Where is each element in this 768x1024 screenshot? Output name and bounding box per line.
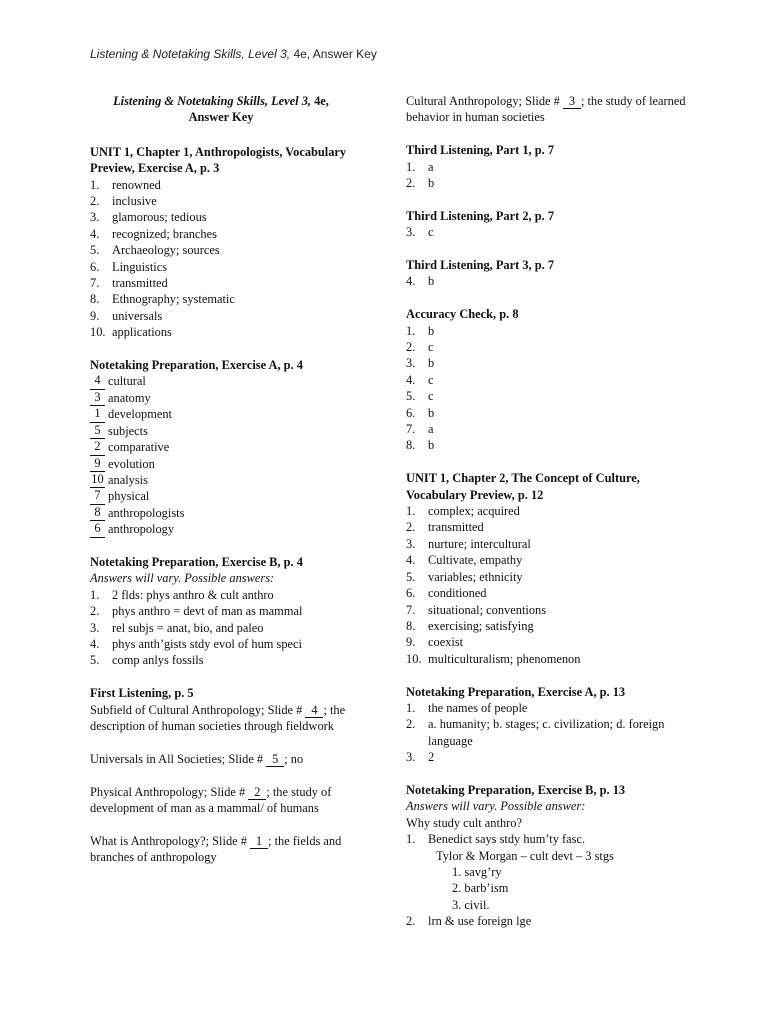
outline-subpoint: Tylor & Morgan – cult devt – 3 stgs: [436, 848, 614, 863]
item-text: applications: [112, 325, 172, 340]
item-number: 9.: [90, 308, 100, 323]
slide-entry-text: Subfield of Cultural Anthropology; Slide #: [90, 702, 306, 717]
slide-number-blank: 5: [266, 752, 284, 767]
list-item: [90, 439, 352, 455]
list-item: [406, 519, 696, 535]
item-text: a: [428, 159, 434, 174]
item-number: 1.: [406, 323, 416, 338]
item-number: 2.: [406, 520, 416, 535]
list-item: [406, 700, 696, 716]
item-text: physical: [108, 489, 150, 504]
list-item: [406, 831, 696, 847]
item-text: comparative: [108, 440, 170, 455]
list-item: [90, 291, 352, 307]
slide-number-blank: 3: [563, 94, 581, 109]
list-item: [406, 437, 696, 453]
item-number: 2.: [406, 176, 416, 191]
list-item: [406, 388, 696, 404]
slide-entry: [90, 751, 352, 767]
item-text: Benedict says stdy hum’ty fasc.: [428, 832, 586, 847]
item-text: anatomy: [108, 390, 151, 405]
outline-stage: 1. savg’ry: [452, 864, 502, 879]
item-number: 3.: [406, 750, 416, 765]
item-text: b: [428, 274, 435, 289]
item-number: 5.: [406, 389, 416, 404]
third-listening-part-2: [406, 208, 696, 241]
item-number: 1.: [90, 587, 100, 602]
answer-number-blank: 3: [90, 390, 105, 406]
item-number: 5.: [90, 653, 100, 668]
item-text: c: [428, 372, 434, 387]
list-item: [90, 423, 352, 439]
item-number: 2.: [406, 914, 416, 929]
item-text: transmitted: [428, 520, 484, 535]
item-text: situational; conventions: [428, 602, 547, 617]
list-item: [406, 569, 696, 585]
item-number: 9.: [406, 635, 416, 650]
list-item: [90, 390, 352, 406]
list-item: [406, 634, 696, 650]
answer-number-blank: 8: [90, 505, 105, 521]
document-title: [90, 93, 352, 126]
outline-stage: 2. barb’ism: [452, 881, 509, 896]
notetaking-prep-ex-b: [90, 554, 352, 669]
list-item: [406, 651, 696, 667]
item-text: Cultivate, empathy: [428, 553, 523, 568]
first-listening-continued: [406, 93, 696, 126]
item-number: 7.: [406, 422, 416, 437]
list-item: [406, 323, 696, 339]
item-number: 6.: [90, 259, 100, 274]
section-heading: Third Listening, Part 1, p. 7: [406, 143, 555, 158]
item-text: b: [428, 176, 435, 191]
right-column: [406, 93, 696, 946]
list-item: [90, 603, 352, 619]
item-number: 7.: [90, 276, 100, 291]
answer-number-blank: 10: [90, 472, 105, 488]
slide-entry-text: Physical Anthropology; Slide #: [90, 784, 249, 799]
slide-entry-text: What is Anthropology?; Slide #: [90, 833, 251, 848]
item-text: 2 flds: phys anthro & cult anthro: [112, 587, 274, 602]
item-text: variables; ethnicity: [428, 569, 523, 584]
answer-number-blank: 5: [90, 423, 105, 439]
item-number: 10.: [406, 651, 422, 666]
section-heading: Notetaking Preparation, Exercise A, p. 13: [406, 684, 626, 699]
item-text: c: [428, 225, 434, 240]
section-heading: Third Listening, Part 3, p. 7: [406, 258, 555, 273]
item-text: universals: [112, 308, 163, 323]
list-item: [90, 373, 352, 389]
item-text: conditioned: [428, 586, 487, 601]
list-item: [90, 193, 352, 209]
item-number: 4.: [406, 274, 416, 289]
item-text: Archaeology; sources: [112, 243, 220, 258]
answer-number-blank: 7: [90, 488, 105, 504]
list-item: [90, 587, 352, 603]
first-listening: [90, 685, 352, 865]
section-heading: Notetaking Preparation, Exercise B, p. 13: [406, 782, 626, 797]
list-item: [406, 618, 696, 634]
title-italic: Listening & Notetaking Skills, Level 3,: [113, 94, 311, 108]
item-text: lrn & use foreign lge: [428, 914, 532, 929]
third-listening-part-1: [406, 142, 696, 191]
item-number: 1.: [90, 177, 100, 192]
list-item: [406, 749, 696, 765]
section-heading: Third Listening, Part 2, p. 7: [406, 208, 555, 223]
item-text: development: [108, 407, 172, 422]
answer-number-blank: 4: [90, 373, 105, 389]
list-item: [90, 324, 352, 340]
list-item: [406, 421, 696, 437]
list-item: [406, 913, 696, 929]
list-item: [90, 242, 352, 258]
item-text: renowned: [112, 177, 161, 192]
item-number: 3.: [406, 225, 416, 240]
list-item: [90, 308, 352, 324]
item-text: nurture; intercultural: [428, 536, 531, 551]
notetaking-prep-ex-a: [90, 357, 352, 537]
running-header-italic: Listening & Notetaking Skills, Level 3,: [90, 47, 291, 61]
list-item: [90, 620, 352, 636]
answer-number-blank: 9: [90, 456, 105, 472]
item-text: recognized; branches: [112, 226, 217, 241]
list-item: [406, 405, 696, 421]
item-number: 5.: [90, 243, 100, 258]
item-number: 1.: [406, 504, 416, 519]
item-number: 3.: [90, 210, 100, 225]
left-column: [90, 93, 352, 882]
list-item: [90, 456, 352, 472]
slide-entry: [90, 833, 352, 866]
ch2-vocab-preview: [406, 470, 696, 667]
third-listening-part-3: [406, 257, 696, 290]
list-item: [406, 602, 696, 618]
slide-entry-text: ; no: [284, 751, 304, 766]
section-heading: Accuracy Check, p. 8: [406, 307, 519, 322]
item-text: comp anlys fossils: [112, 653, 204, 668]
list-item: [90, 505, 352, 521]
list-item: [406, 585, 696, 601]
slide-entry-text: ; the fields and branches of anthropology: [90, 833, 342, 865]
slide-number-blank: 2: [248, 785, 266, 800]
list-item: [406, 339, 696, 355]
item-text: phys anth’gists stdy evol of hum speci: [112, 636, 302, 651]
item-number: 2.: [90, 194, 100, 209]
item-number: 1.: [406, 159, 416, 174]
item-number: 1.: [406, 700, 416, 715]
list-item: [90, 406, 352, 422]
list-item: [90, 636, 352, 652]
item-text: analysis: [108, 472, 148, 487]
item-text: b: [428, 405, 435, 420]
list-item: [90, 209, 352, 225]
section-heading: First Listening, p. 5: [90, 686, 194, 701]
list-item: [90, 488, 352, 504]
list-item: [90, 226, 352, 242]
list-item: [406, 355, 696, 371]
outline-stage: 3. civil.: [452, 897, 490, 912]
item-text: rel subjs = anat, bio, and paleo: [112, 620, 264, 635]
running-header: [90, 47, 377, 61]
item-text: exercising; satisfying: [428, 618, 534, 633]
title-edition: 4e,: [311, 94, 329, 108]
item-text: coexist: [428, 635, 464, 650]
item-text: phys anthro = devt of man as mammal: [112, 604, 303, 619]
list-item: [406, 536, 696, 552]
list-item: [406, 503, 696, 519]
item-text: c: [428, 389, 434, 404]
item-text: multiculturalism; phenomenon: [428, 651, 581, 666]
item-number: 8.: [90, 292, 100, 307]
list-item: [406, 552, 696, 568]
item-text: complex; acquired: [428, 504, 520, 519]
item-text: cultural: [108, 374, 146, 389]
item-number: 8.: [406, 438, 416, 453]
item-text: b: [428, 438, 435, 453]
slide-entry-text: ; the study of development of man as a mammal/ of humans: [90, 784, 332, 815]
vocab-preview-ex-a: [90, 144, 352, 341]
section-heading: UNIT 1, Chapter 2, The Concept of Culture, Vocabulary Preview, p. 12: [406, 471, 640, 502]
slide-entry: [90, 702, 352, 735]
item-number: 10.: [90, 325, 106, 340]
item-text: inclusive: [112, 194, 157, 209]
answer-number-blank: 1: [90, 406, 105, 422]
notetaking-prep-ex-a-p13: [406, 684, 696, 766]
item-text: evolution: [108, 456, 155, 471]
slide-entry-text: ; the description of human societies through fieldwork: [90, 702, 346, 733]
item-text: Ethnography; systematic: [112, 292, 235, 307]
item-text: the names of people: [428, 700, 528, 715]
list-item: [406, 716, 696, 749]
item-number: 4.: [90, 226, 100, 241]
list-item: [406, 273, 696, 289]
accuracy-check: [406, 306, 696, 454]
item-text: b: [428, 323, 435, 338]
item-number: 6.: [406, 405, 416, 420]
item-text: b: [428, 356, 435, 371]
slide-number-blank: 1: [250, 834, 268, 849]
list-item: [90, 521, 352, 537]
item-number: 4.: [406, 372, 416, 387]
item-number: 5.: [406, 569, 416, 584]
item-number: 2.: [90, 604, 100, 619]
title-answer-key: Answer Key: [188, 110, 254, 125]
item-text: anthropology: [108, 522, 175, 537]
item-number: 3.: [406, 536, 416, 551]
list-item: [406, 159, 696, 175]
item-text: anthropologists: [108, 505, 185, 520]
slide-number-blank: 4: [305, 703, 323, 718]
item-number: 2.: [406, 340, 416, 355]
outline-question: Why study cult anthro?: [406, 815, 522, 830]
item-number: 6.: [406, 586, 416, 601]
item-number: 3.: [406, 356, 416, 371]
section-heading: UNIT 1, Chapter 1, Anthropologists, Vocabulary Preview, Exercise A, p. 3: [90, 144, 347, 176]
item-text: a. humanity; b. stages; c. civilization; d. foreign language: [428, 717, 665, 748]
section-note: Answers will vary. Possible answers:: [90, 571, 275, 586]
slide-entry: [406, 93, 696, 126]
running-header-edition: 4e, Answer Key: [290, 47, 377, 61]
item-number: 7.: [406, 602, 416, 617]
item-text: Linguistics: [112, 259, 168, 274]
list-item: [406, 224, 696, 240]
item-number: 2.: [406, 717, 416, 732]
item-number: 1.: [406, 832, 416, 847]
slide-entry-text: Cultural Anthropology; Slide #: [406, 94, 563, 108]
list-item: [90, 472, 352, 488]
section-heading: Notetaking Preparation, Exercise A, p. 4: [90, 358, 303, 373]
list-item: [90, 177, 352, 193]
list-item: [90, 259, 352, 275]
answer-number-blank: 2: [90, 439, 105, 455]
item-text: glamorous; tedious: [112, 210, 207, 225]
slide-entry-text: Universals in All Societies; Slide #: [90, 751, 267, 766]
item-number: 4.: [90, 636, 100, 651]
list-item: [406, 175, 696, 191]
section-note: Answers will vary. Possible answer:: [406, 799, 586, 814]
item-text: c: [428, 340, 434, 355]
list-item: [90, 652, 352, 668]
item-text: transmitted: [112, 276, 168, 291]
item-text: subjects: [108, 423, 148, 438]
slide-entry: [90, 784, 352, 817]
list-item: [406, 372, 696, 388]
item-number: 4.: [406, 553, 416, 568]
item-number: 3.: [90, 620, 100, 635]
item-text: 2: [428, 750, 435, 765]
notetaking-prep-ex-b-p13: [406, 782, 696, 930]
list-item: [90, 275, 352, 291]
section-heading: Notetaking Preparation, Exercise B, p. 4: [90, 554, 303, 569]
answer-number-blank: 6: [90, 521, 105, 537]
item-number: 8.: [406, 618, 416, 633]
item-text: a: [428, 422, 434, 437]
slide-entry-text: ; the study of learned behavior in human societies: [406, 94, 686, 125]
